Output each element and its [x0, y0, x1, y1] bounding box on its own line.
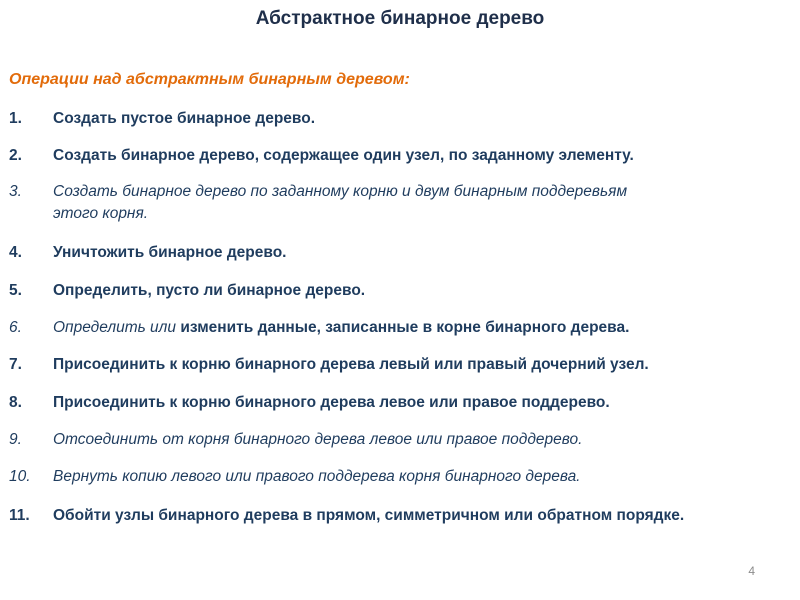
list-item-text: Вернуть копию левого или правого поддерева корня бинарного дерева.	[53, 468, 581, 485]
list-item-text-line1: Создать бинарное дерево по заданному корню и двум бинарным поддеревьям	[53, 183, 628, 200]
list-item-text-italic: Определить или	[53, 319, 181, 336]
list-item-text: Присоединить к корню бинарного дерева левый или правый дочерний узел.	[53, 356, 649, 373]
list-item-text: Отсоединить от корня бинарного дерева левое или правое поддерево.	[53, 431, 583, 448]
list-item-text: Создать пустое бинарное дерево.	[53, 110, 316, 127]
list-item-number: 9.	[9, 431, 22, 448]
list-item-text: Присоединить к корню бинарного дерева левое или правое поддерево.	[53, 394, 610, 411]
list-item-number: 10.	[9, 468, 31, 485]
operations-heading: Операции над абстрактным бинарным деревом:	[9, 71, 410, 88]
list-item-number: 2.	[9, 147, 22, 164]
list-item-text: Определить, пусто ли бинарное дерево.	[53, 282, 366, 299]
list-item-text	[53, 317, 773, 339]
list-item-text: Обойти узлы бинарного дерева в прямом, симметричном или обратном порядке.	[53, 507, 685, 524]
list-item-text: Уничтожить бинарное дерево.	[53, 244, 287, 261]
list-item-number: 11.	[9, 507, 30, 524]
list-item-number: 4.	[9, 244, 22, 261]
list-item-number: 7.	[9, 356, 22, 373]
list-item-text-bold: изменить данные, записанные в корне бинарного дерева.	[180, 319, 630, 336]
list-item-number: 8.	[9, 394, 22, 411]
list-item-number: 3.	[9, 183, 22, 200]
list-item-text	[53, 181, 773, 225]
list-item-number: 6.	[9, 319, 22, 336]
list-item-number: 1.	[9, 110, 22, 127]
slide-title: Абстрактное бинарное дерево	[255, 8, 545, 29]
list-item-text-line2: этого корня.	[53, 205, 149, 222]
page-number: 4	[748, 564, 755, 578]
list-item-number: 5.	[9, 282, 22, 299]
list-item-text: Создать бинарное дерево, содержащее один узел, по заданному элементу.	[53, 147, 634, 164]
